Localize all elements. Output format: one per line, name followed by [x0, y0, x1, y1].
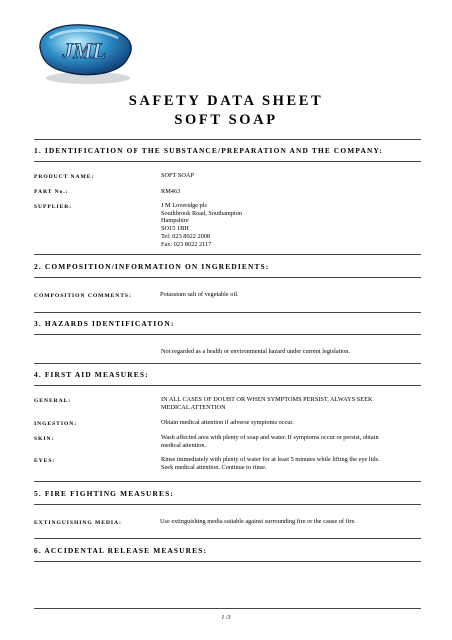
- label-skin: SKIN:: [34, 436, 55, 442]
- eyes-line: Rinse immediately with plenty of water for at least 5 minutes while lifting the eye lids.: [161, 456, 380, 463]
- page-number: 1 /3: [221, 615, 231, 621]
- supplier-line: Hampshire: [161, 217, 189, 225]
- logo-text: JML: [62, 38, 106, 63]
- label-general: GENERAL:: [34, 398, 72, 404]
- section-heading-1: 1. IDENTIFICATION OF THE SUBSTANCE/PREPARATION AND THE COMPANY:: [34, 146, 383, 155]
- supplier-line: Tel: 023 8022 2008: [161, 232, 211, 240]
- supplier-line: J M Loveridge plc: [161, 202, 208, 209]
- general-line: MEDICAL ATTENTION: [161, 403, 226, 411]
- section-divider: [34, 312, 421, 313]
- footer-divider: [34, 608, 421, 609]
- section-heading-4: 4. FIRST AID MEASURES:: [34, 370, 149, 379]
- eyes-line: Seek medical attention. Continue to rinse.: [161, 463, 267, 471]
- section-divider: [34, 538, 421, 539]
- section-divider: [34, 277, 421, 278]
- label-part-no: PART No.:: [34, 189, 69, 195]
- general-line: IN ALL CASES OF DOUBT OR WHEN SYMPTOMS PERSIST, ALWAYS SEEK: [161, 396, 373, 403]
- section-heading-6: 6. ACCIDENTAL RELEASE MEASURES:: [34, 546, 208, 555]
- label-ingestion: INGESTION:: [34, 421, 78, 427]
- value-general: [161, 396, 373, 411]
- section-divider: [34, 385, 421, 386]
- supplier-line: SO15 1BH: [161, 225, 189, 233]
- value-eyes: [161, 456, 380, 471]
- skin-line: Wash affected area with plenty of soap and water. If symptoms occur or persist, obtain: [161, 434, 379, 441]
- document-title: SAFETY DATA SHEET: [128, 93, 324, 109]
- value-skin: [161, 434, 379, 449]
- value-ingestion: Obtain medical attention if adverse symptoms occur.: [161, 419, 294, 426]
- section-divider: [34, 561, 421, 562]
- label-eyes: EYES:: [34, 458, 56, 464]
- label-supplier: SUPPLIER:: [34, 204, 73, 210]
- label-product-name: PRODUCT NAME:: [34, 174, 95, 180]
- section-heading-3: 3. HAZARDS IDENTIFICATION:: [34, 319, 175, 328]
- section-divider: [34, 363, 421, 364]
- label-extinguishing-media: EXTINGUISHING MEDIA:: [34, 520, 122, 526]
- section-divider: [34, 481, 421, 482]
- value-extinguishing-media: Use extinguishing media suitable against surrounding fire or the cause of fire.: [160, 518, 356, 525]
- section-divider: [34, 334, 421, 335]
- section-divider: [34, 504, 421, 505]
- section-heading-5: 5. FIRE FIGHTING MEASURES:: [34, 489, 174, 498]
- value-product-name: SOFT SOAP: [161, 172, 194, 179]
- section-divider: [34, 161, 421, 162]
- value-hazards: Not regarded as a health or environmental hazard under current legislation.: [161, 348, 351, 355]
- skin-line: medical attention.: [161, 441, 207, 449]
- section-divider: [34, 254, 421, 255]
- value-supplier-address: [161, 202, 242, 248]
- section-divider: [34, 139, 421, 140]
- value-composition-comments: Potassium salt of vegetable oil.: [160, 291, 239, 298]
- value-part-no: RM463: [161, 188, 181, 195]
- company-logo: [28, 18, 140, 90]
- section-heading-2: 2. COMPOSITION/INFORMATION ON INGREDIENTS:: [34, 262, 270, 271]
- supplier-line: Fax: 023 8022 2117: [161, 240, 212, 248]
- product-title: SOFT SOAP: [174, 112, 278, 128]
- label-composition-comments: COMPOSITION COMMENTS:: [34, 293, 132, 299]
- supplier-line: Southbrook Road, Southampton: [161, 209, 242, 217]
